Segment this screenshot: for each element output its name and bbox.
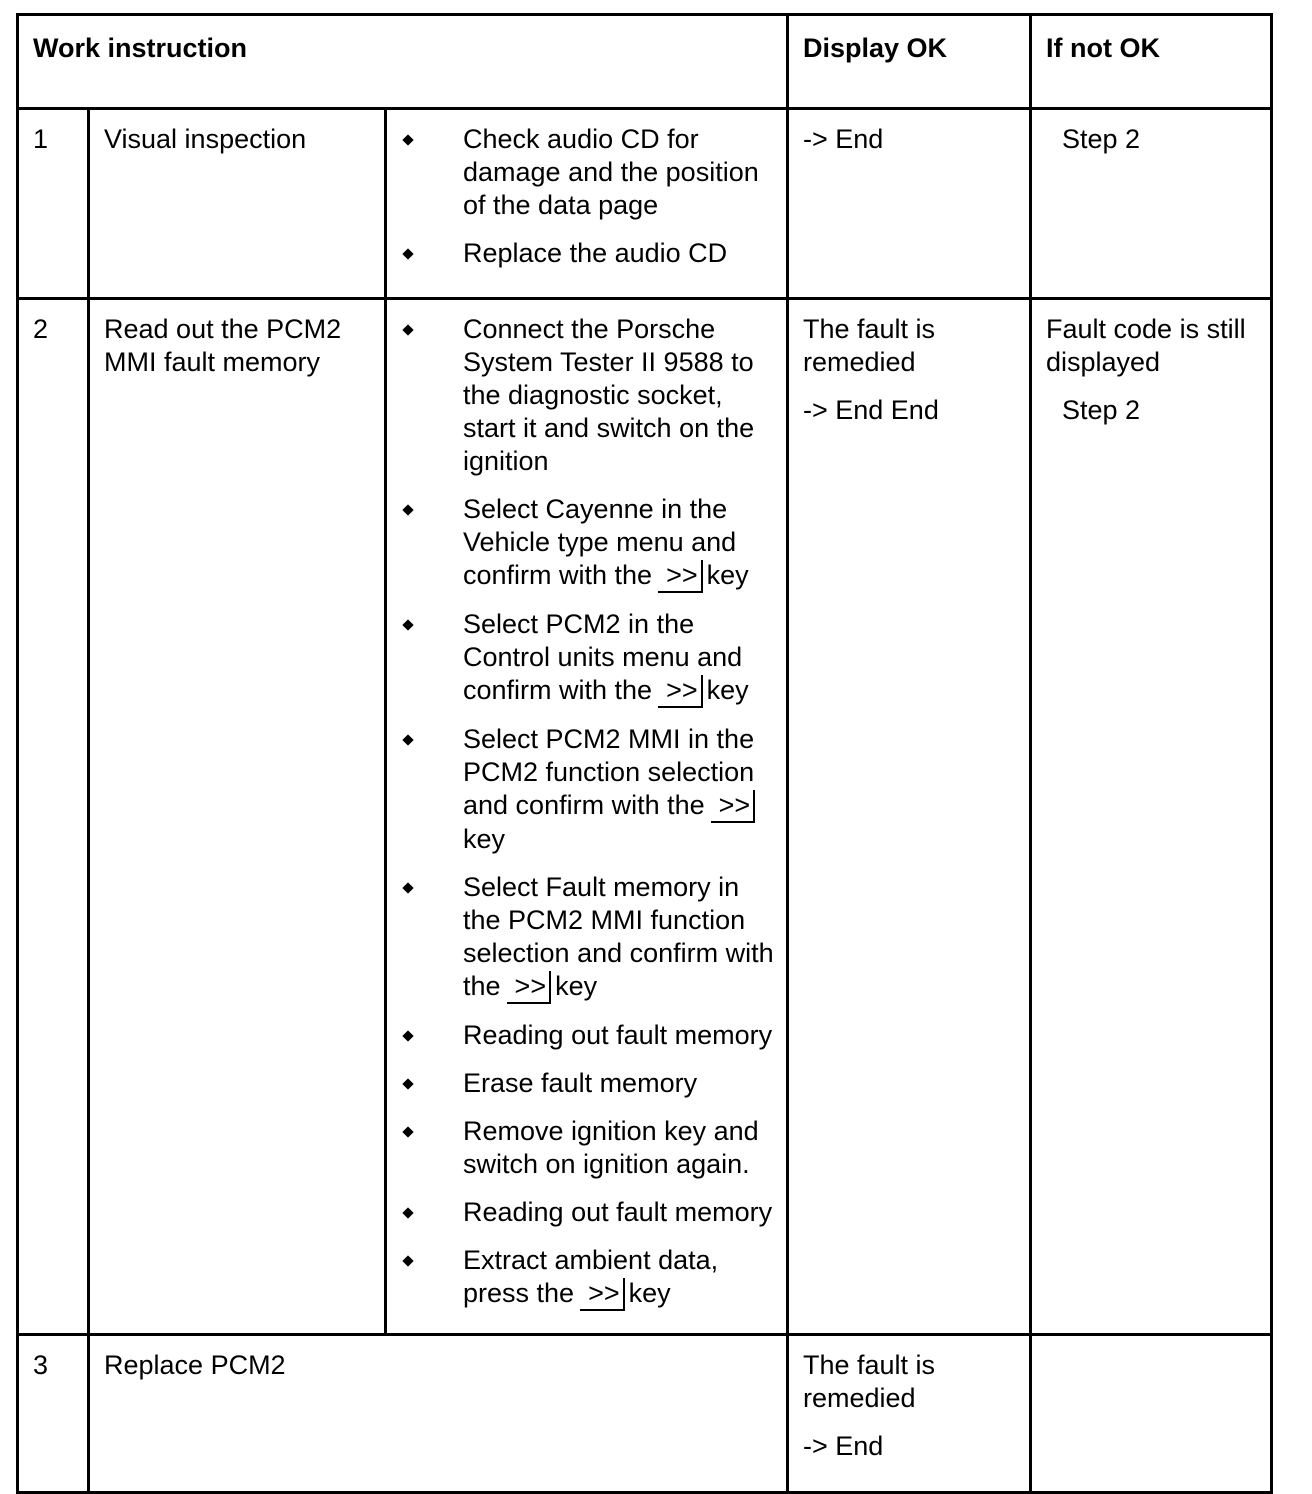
display-ok-cell	[788, 1335, 1031, 1493]
instruction-item: Select Cayenne in the Vehicle type menu and confirm with the >> key	[387, 493, 776, 593]
step-number: 3	[18, 1335, 89, 1493]
bullet-icon	[402, 1030, 413, 1041]
forward-key-icon: >>	[658, 675, 703, 708]
ok-result: -> End	[803, 124, 884, 154]
bullet-icon	[402, 134, 413, 145]
table-row	[18, 109, 1272, 299]
header-work-instruction: Work instruction	[18, 15, 788, 109]
instruction-item: Connect the Porsche System Tester II 9588 to the diagnostic socket, start it and switch on the ignition	[387, 313, 776, 478]
step-number: 1	[18, 109, 89, 299]
instruction-item: Check audio CD for damage and the position of the data page	[387, 123, 776, 222]
ok-result: -> End	[803, 1431, 884, 1461]
if-not-ok-cell	[1031, 299, 1272, 1335]
next-step: Step 2	[1062, 395, 1141, 425]
forward-key-icon: >>	[711, 790, 756, 823]
table-row	[18, 1335, 1272, 1493]
step-title: Read out the PCM2 MMI fault memory	[89, 299, 386, 1335]
if-not-ok-cell	[1031, 109, 1272, 299]
display-ok-cell	[788, 299, 1031, 1335]
instruction-item: Reading out fault memory	[387, 1019, 776, 1052]
instruction-item: Select PCM2 MMI in the PCM2 function selection and confirm with the >>key	[387, 723, 776, 856]
not-ok-result: Fault code is still displayed	[1046, 314, 1246, 377]
if-not-ok-cell	[1031, 1335, 1272, 1493]
bullet-icon	[402, 324, 413, 335]
step-number: 2	[18, 299, 89, 1335]
instruction-item: Remove ignition key and switch on ignition again.	[387, 1115, 776, 1181]
step-title: Visual inspection	[89, 109, 386, 299]
bullet-icon	[402, 504, 413, 515]
instruction-item: Select PCM2 in the Control units menu and confirm with the >> key	[387, 608, 776, 708]
step-instructions	[386, 299, 788, 1335]
forward-key-icon: >>	[658, 560, 703, 593]
table-row	[18, 299, 1272, 1335]
header-row	[18, 15, 1272, 109]
bullet-icon	[402, 882, 413, 893]
ok-result: The fault is remedied	[803, 314, 936, 377]
bullet-icon	[402, 1207, 413, 1218]
ok-result: The fault is remedied	[803, 1350, 936, 1413]
step-instructions	[386, 109, 788, 299]
bullet-icon	[402, 248, 413, 259]
bullet-icon	[402, 1126, 413, 1137]
instruction-item: Reading out fault memory	[387, 1196, 776, 1229]
next-step: Step 2	[1062, 124, 1141, 154]
bullet-icon	[402, 734, 413, 745]
instruction-item: Erase fault memory	[387, 1067, 776, 1100]
instruction-item: Select Fault memory in the PCM2 MMI function selection and confirm with the >> key	[387, 871, 776, 1004]
forward-key-icon: >>	[507, 971, 552, 1004]
work-instruction-table	[16, 13, 1273, 1494]
header-display-ok: Display OK	[788, 15, 1031, 109]
bullet-icon	[402, 1078, 413, 1089]
bullet-icon	[402, 1255, 413, 1266]
display-ok-cell	[788, 109, 1031, 299]
instruction-item: Extract ambient data, press the >> key	[387, 1244, 776, 1311]
forward-key-icon: >>	[580, 1278, 625, 1311]
step-title: Replace PCM2	[89, 1335, 788, 1493]
ok-result: -> End End	[803, 395, 939, 425]
header-if-not-ok: If not OK	[1031, 15, 1272, 109]
instruction-item: Replace the audio CD	[387, 237, 776, 270]
bullet-icon	[402, 619, 413, 630]
